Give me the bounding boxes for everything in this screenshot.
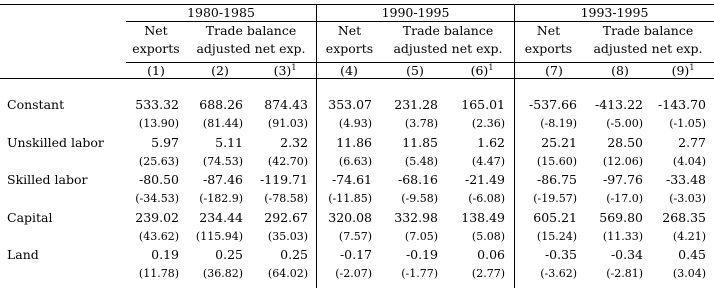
column-number-text: (4) xyxy=(340,63,358,78)
coefficient-cell: -68.16 xyxy=(397,172,438,187)
coefficient-cell: 165.01 xyxy=(461,97,505,112)
adjusted-subheader: adjusted net exp. xyxy=(593,41,703,56)
t-statistic-cell: (43.62) xyxy=(138,229,179,243)
coefficient-cell: 268.35 xyxy=(662,209,706,225)
coefficient-cell: 138.49 xyxy=(461,209,505,225)
coefficient-cell: -86.75 xyxy=(536,172,577,187)
t-statistic-cell: (-2.07) xyxy=(335,267,372,280)
t-statistic-cell: (-17.0) xyxy=(606,192,643,205)
coefficient-cell: 353.07 xyxy=(328,97,372,112)
t-statistic-cell: (13.90) xyxy=(138,117,179,130)
exports-subheader: exports xyxy=(524,41,573,56)
coefficient-cell: 533.32 xyxy=(135,97,179,112)
coefficient-cell: 0.45 xyxy=(678,247,706,262)
coefficient-cell: -0.35 xyxy=(544,247,577,262)
coefficient-cell: 231.28 xyxy=(394,97,438,112)
coefficient-cell: 5.11 xyxy=(215,134,243,150)
net-exports-header: Net xyxy=(144,23,168,38)
t-statistic-cell: (-5.00) xyxy=(606,117,643,130)
column-number-text: (3) xyxy=(273,63,292,78)
coefficient-cell: -21.49 xyxy=(464,172,505,187)
coefficient-cell: 605.21 xyxy=(533,209,577,225)
coefficient-cell: 688.26 xyxy=(199,97,243,112)
t-statistic-cell: (15.24) xyxy=(536,229,577,243)
period-header: 1990-1995 xyxy=(381,5,450,20)
footnote-marker: 1 xyxy=(291,62,297,72)
t-statistic-cell: (42.70) xyxy=(267,154,308,168)
coefficient-cell: 0.25 xyxy=(280,247,308,262)
t-statistic-cell: (-9.58) xyxy=(401,192,438,205)
coefficient-cell: -0.17 xyxy=(339,247,372,262)
column-number xyxy=(453,63,511,78)
t-statistic-cell: (7.05) xyxy=(404,229,438,243)
coefficient-cell: 0.06 xyxy=(477,247,505,262)
footnote-marker: 1 xyxy=(689,62,695,72)
column-number-text: (6) xyxy=(470,63,489,78)
row-label: Skilled labor xyxy=(7,172,88,187)
t-statistic-cell: (5.48) xyxy=(404,154,438,168)
t-statistic-cell: (-8.19) xyxy=(540,117,577,130)
t-statistic-cell: (-19.57) xyxy=(533,192,577,205)
coefficient-cell: 239.02 xyxy=(135,209,179,225)
coefficient-cell: 2.32 xyxy=(280,134,308,150)
column-number xyxy=(591,63,649,78)
t-statistic-cell: (-182.9) xyxy=(199,192,243,205)
t-statistic-cell: (-2.81) xyxy=(606,267,643,280)
period-header: 1980-1985 xyxy=(187,5,255,20)
column-number-text: (9) xyxy=(671,63,690,78)
t-statistic-cell: (11.33) xyxy=(602,229,643,243)
coefficient-cell: -0.19 xyxy=(405,247,438,262)
exports-subheader: exports xyxy=(325,41,374,56)
t-statistic-cell: (115.94) xyxy=(195,229,243,243)
t-statistic-cell: (64.02) xyxy=(267,267,308,280)
footnote-marker: 1 xyxy=(488,62,494,72)
column-number-text: (5) xyxy=(406,63,424,78)
t-statistic-cell: (-1.77) xyxy=(401,267,438,280)
coefficient-cell: 569.80 xyxy=(599,209,643,225)
t-statistic-cell: (7.57) xyxy=(338,229,372,243)
t-statistic-cell: (5.08) xyxy=(471,229,505,243)
column-number xyxy=(256,63,314,78)
trade-balance-header: Trade balance xyxy=(402,23,494,38)
column-number-text: (8) xyxy=(611,63,629,78)
t-statistic-cell: (2.77) xyxy=(471,267,505,280)
coefficient-cell: 0.19 xyxy=(151,247,179,262)
coefficient-cell: 1.62 xyxy=(477,134,505,150)
t-statistic-cell: (-3.03) xyxy=(669,192,706,205)
coefficient-cell: -74.61 xyxy=(331,172,372,187)
header-bottom-rule xyxy=(0,78,714,79)
t-statistic-cell: (6.63) xyxy=(338,154,372,168)
t-statistic-cell: (12.06) xyxy=(602,154,643,168)
coefficient-cell: -537.66 xyxy=(529,97,577,112)
t-statistic-cell: (25.63) xyxy=(138,154,179,168)
column-number-text: (2) xyxy=(211,63,229,78)
column-number xyxy=(654,63,712,78)
row-label: Land xyxy=(7,247,39,262)
t-statistic-cell: (-78.58) xyxy=(264,192,308,205)
coefficient-cell: -33.48 xyxy=(665,172,706,187)
column-number xyxy=(320,63,378,78)
column-number xyxy=(191,63,249,78)
t-statistic-cell: (74.53) xyxy=(202,154,243,168)
t-statistic-cell: (91.03) xyxy=(267,117,308,130)
coefficient-cell: 292.67 xyxy=(264,209,308,225)
t-statistic-cell: (3.78) xyxy=(404,117,438,130)
column-number xyxy=(525,63,583,78)
t-statistic-cell: (35.03) xyxy=(267,229,308,243)
t-statistic-cell: (81.44) xyxy=(202,117,243,130)
coefficient-cell: 0.25 xyxy=(215,247,243,262)
exports-subheader: exports xyxy=(132,41,180,56)
t-statistic-cell: (36.82) xyxy=(202,267,243,280)
coefficient-cell: 234.44 xyxy=(199,209,243,225)
coefficient-cell: 25.21 xyxy=(541,134,577,150)
coefficient-cell: 2.77 xyxy=(678,134,706,150)
net-exports-header: Net xyxy=(536,23,561,38)
coefficient-cell: -143.70 xyxy=(658,97,706,112)
row-label: Constant xyxy=(7,97,65,112)
coefficient-cell: -0.34 xyxy=(610,247,643,262)
t-statistic-cell: (-11.85) xyxy=(328,192,372,205)
coefficient-cell: 11.85 xyxy=(402,134,438,150)
column-number xyxy=(386,63,444,78)
coefficient-cell: 11.86 xyxy=(336,134,372,150)
t-statistic-cell: (-34.53) xyxy=(135,192,179,205)
trade-balance-header: Trade balance xyxy=(602,23,694,38)
t-statistic-cell: (4.93) xyxy=(338,117,372,130)
coefficient-cell: 5.97 xyxy=(151,134,179,150)
coefficient-cell: -80.50 xyxy=(138,172,179,187)
adjusted-subheader: adjusted net exp. xyxy=(393,41,503,56)
adjusted-subheader: adjusted net exp. xyxy=(196,41,306,56)
t-statistic-cell: (-3.62) xyxy=(540,267,577,280)
t-statistic-cell: (-1.05) xyxy=(669,117,706,130)
coefficient-cell: 28.50 xyxy=(607,134,643,150)
coefficient-cell: 332.98 xyxy=(394,209,438,225)
net-exports-header: Net xyxy=(337,23,362,38)
coefficient-cell: 320.08 xyxy=(328,209,372,225)
t-statistic-cell: (2.36) xyxy=(471,117,505,130)
row-label: Unskilled labor xyxy=(7,134,104,150)
coefficient-cell: -119.71 xyxy=(260,172,308,187)
coefficient-cell: 874.43 xyxy=(264,97,308,112)
t-statistic-cell: (4.47) xyxy=(471,154,505,168)
column-number xyxy=(127,63,185,78)
coefficient-cell: -413.22 xyxy=(595,97,643,112)
t-statistic-cell: (3.04) xyxy=(672,267,706,280)
column-number-text: (7) xyxy=(545,63,563,78)
row-label: Capital xyxy=(7,209,53,225)
coefficient-cell: -97.76 xyxy=(602,172,643,187)
t-statistic-cell: (15.60) xyxy=(536,154,577,168)
period-rule xyxy=(126,21,714,22)
t-statistic-cell: (4.04) xyxy=(672,154,706,168)
column-number-text: (1) xyxy=(147,63,165,78)
coefficient-cell: -87.46 xyxy=(202,172,243,187)
t-statistic-cell: (11.78) xyxy=(138,267,179,280)
trade-balance-header: Trade balance xyxy=(205,23,297,38)
t-statistic-cell: (-6.08) xyxy=(468,192,505,205)
period-header: 1993-1995 xyxy=(580,5,649,20)
t-statistic-cell: (4.21) xyxy=(672,229,706,243)
